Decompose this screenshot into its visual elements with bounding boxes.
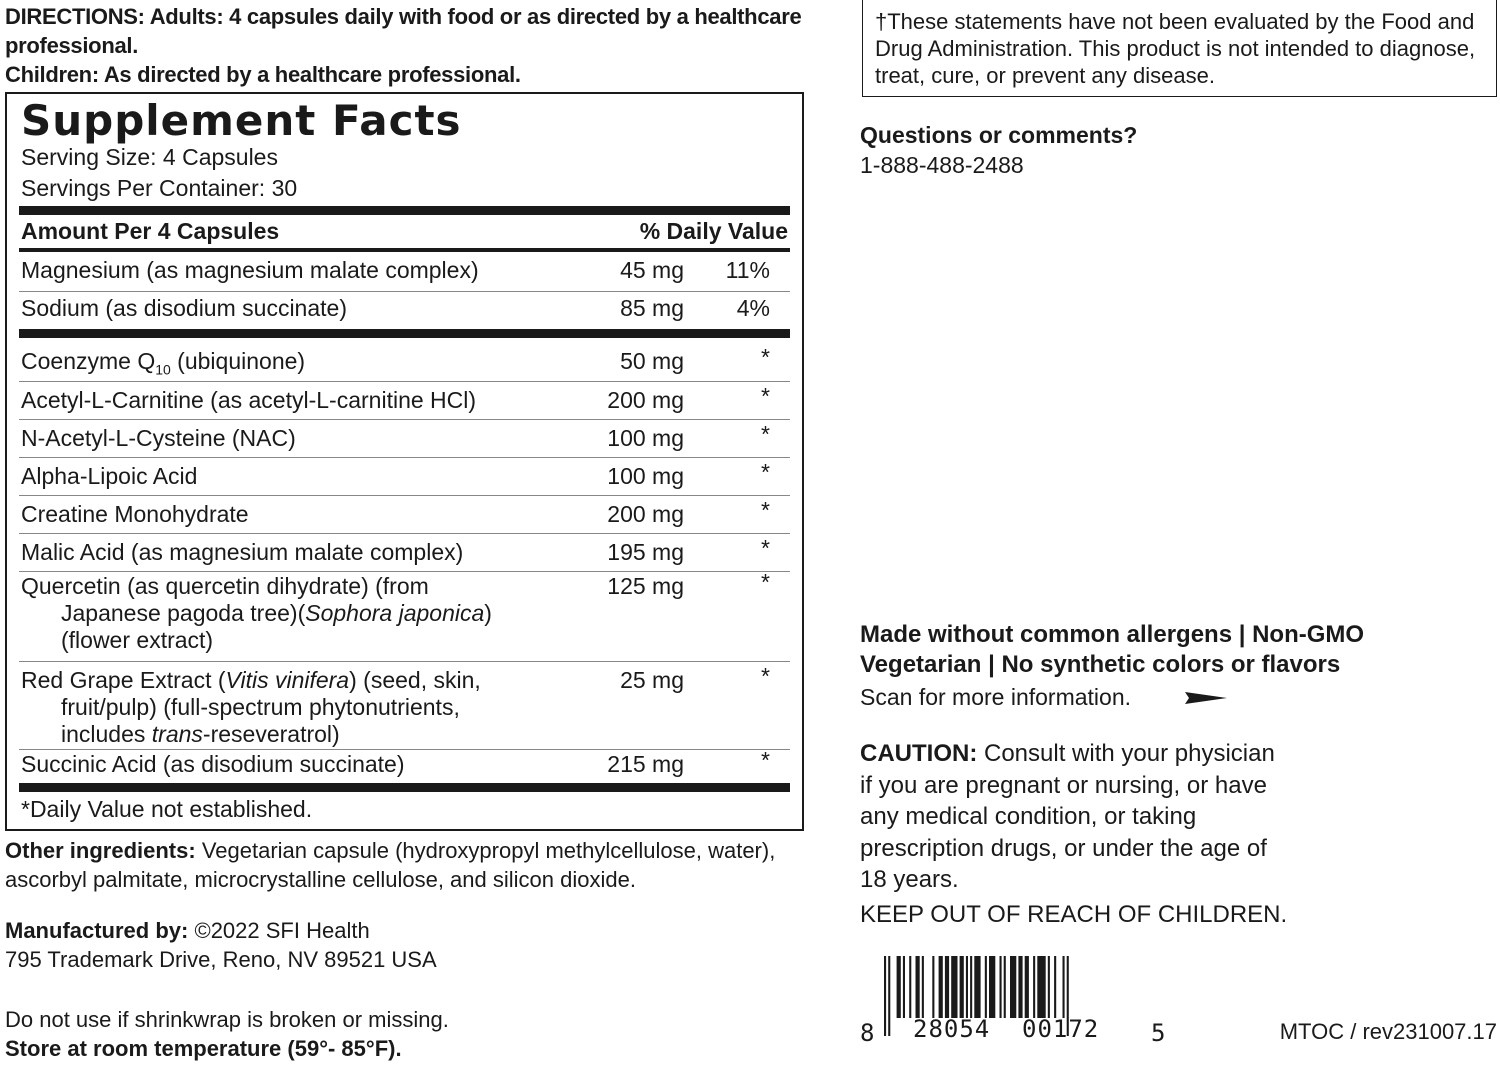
group-divider [19, 329, 790, 338]
barcode-bar [966, 956, 968, 1018]
shrinkwrap-warning: Do not use if shrinkwrap is broken or missing. [5, 1007, 449, 1032]
bottom-divider [19, 783, 790, 792]
other-ingredients: Other ingredients: Vegetarian capsule (hydroxypropyl methylcellulose, water), ascorbyl palmitate, microcrystalline cellulose, and silicon dioxide. [5, 838, 776, 892]
barcode-check-digit: 5 [1151, 1019, 1166, 1047]
phone-number: 1-888-488-2488 [860, 152, 1024, 178]
caution-block: CAUTION: Consult with your physician if you are pregnant or nursing, or have any medical condition, or taking prescription drugs, or under the age of 18 years. [860, 740, 1275, 893]
barcode-bar [1054, 956, 1056, 1018]
nutrient-row-magnesium: Magnesium (as magnesium malate complex) 45 mg 11% [19, 252, 790, 292]
nutrient-row-succinic: Succinic Acid (as disodium succinate) 215 mg * [21, 747, 770, 777]
barcode-bar [1037, 956, 1045, 1018]
barcode-group-1: 28054 [913, 1015, 991, 1043]
directions-block [5, 2, 805, 89]
barcode-bar [945, 956, 949, 1018]
manufacturer: Manufactured by: ©2022 SFI Health 795 Trademark Drive, Reno, NV 89521 USA [5, 918, 437, 972]
barcode-bar [909, 956, 911, 1018]
product-claims: Made without common allergens | Non-GMO Vegetarian | No synthetic colors or flavors [860, 621, 1365, 678]
nutrient-row-sodium: Sodium (as disodium succinate) 85 mg 4% [21, 295, 770, 321]
barcode-bar [1018, 956, 1022, 1018]
nutrient-row-coq10: Coenzyme $Q_{10}$ (ubiquinone) 50 mg * [19, 338, 790, 382]
barcode-bar [1010, 956, 1016, 1018]
barcode-bar [970, 956, 972, 1018]
barcode-bar [1048, 956, 1050, 1018]
questions-label: Questions or comments? [860, 122, 1138, 148]
arrow-right-icon [1185, 691, 1227, 705]
barcode-lead-digit: 8 [860, 1019, 875, 1047]
nutrient-row-creatine: Creatine Monohydrate 200 mg * [19, 496, 790, 534]
barcode-group-2: 00172 [1022, 1015, 1100, 1043]
barcode-bar [916, 956, 920, 1018]
barcode-bar [974, 956, 980, 1018]
revision-code: MTOC / rev231007.17 [1279, 1019, 1497, 1044]
scan-prompt: Scan for more information. [860, 684, 1132, 710]
daily-value-note: *Daily Value not established. [21, 796, 313, 822]
barcode-bar [1004, 956, 1006, 1018]
barcode-bar [939, 956, 943, 1018]
barcode-bar [960, 956, 964, 1018]
supplement-facts-panel [5, 92, 804, 831]
servings-per-container: Servings Per Container: 30 [21, 175, 298, 201]
amount-header-row [21, 214, 788, 248]
barcode-bar [951, 956, 957, 1018]
daily-value-header: % Daily Value [639, 218, 788, 244]
barcode-bar [897, 956, 901, 1018]
barcode-bar [888, 956, 890, 1036]
directions-children: Children: As directed by a healthcare professional. [5, 62, 521, 87]
barcode-bar [903, 956, 905, 1018]
barcode-bar [985, 956, 987, 1018]
nutrient-row-acetyl-carnitine: Acetyl-L-Carnitine (as acetyl-L-carnitine HCl) 200 mg * [19, 382, 790, 420]
barcode-bar [1033, 956, 1035, 1018]
nutrient-row-quercetin: Quercetin (as quercetin dihydrate) (from Japanese pagoda tree)(Sophora japonica) (flower extract) 125 mg * [19, 572, 790, 662]
barcode-bar [922, 956, 924, 1018]
barcode-bar [1000, 956, 1002, 1018]
barcode-bar [989, 956, 995, 1018]
nutrient-row-malic-acid: Malic Acid (as magnesium malate complex) 195 mg * [19, 534, 790, 572]
barcode-bar [1063, 956, 1065, 1018]
questions-block [860, 120, 1137, 180]
barcode-bar [884, 956, 886, 1036]
directions-text: DIRECTIONS: Adults: 4 capsules daily with food or as directed by a healthcare professional. [5, 4, 802, 58]
amount-header: Amount Per 4 Capsules [21, 218, 280, 244]
nutrient-row-red-grape: Red Grape Extract (Vitis vinifera) (seed, skin, fruit/pulp) (full-spectrum phytonutrients, includes trans-reseveratrol) 25 mg * [19, 662, 790, 750]
barcode-bar [932, 956, 934, 1018]
serving-size: Serving Size: 4 Capsules [21, 144, 278, 170]
supplement-facts-title: Supplement Facts [21, 96, 462, 145]
storage-instructions: Store at room temperature (59°- 85°F). [5, 1036, 402, 1061]
nutrient-row-nac: N-Acetyl-L-Cysteine (NAC) 100 mg * [19, 420, 790, 458]
keep-out-warning: KEEP OUT OF REACH OF CHILDREN. [860, 901, 1288, 928]
barcode-bar [1025, 956, 1029, 1018]
nutrient-row-alpha-lipoic: Alpha-Lipoic Acid 100 mg * [19, 458, 790, 496]
fda-disclaimer: †These statements have not been evaluated by the Food and Drug Administration. This product is not intended to diagnose, treat, cure, or prevent any disease. [862, 0, 1497, 97]
